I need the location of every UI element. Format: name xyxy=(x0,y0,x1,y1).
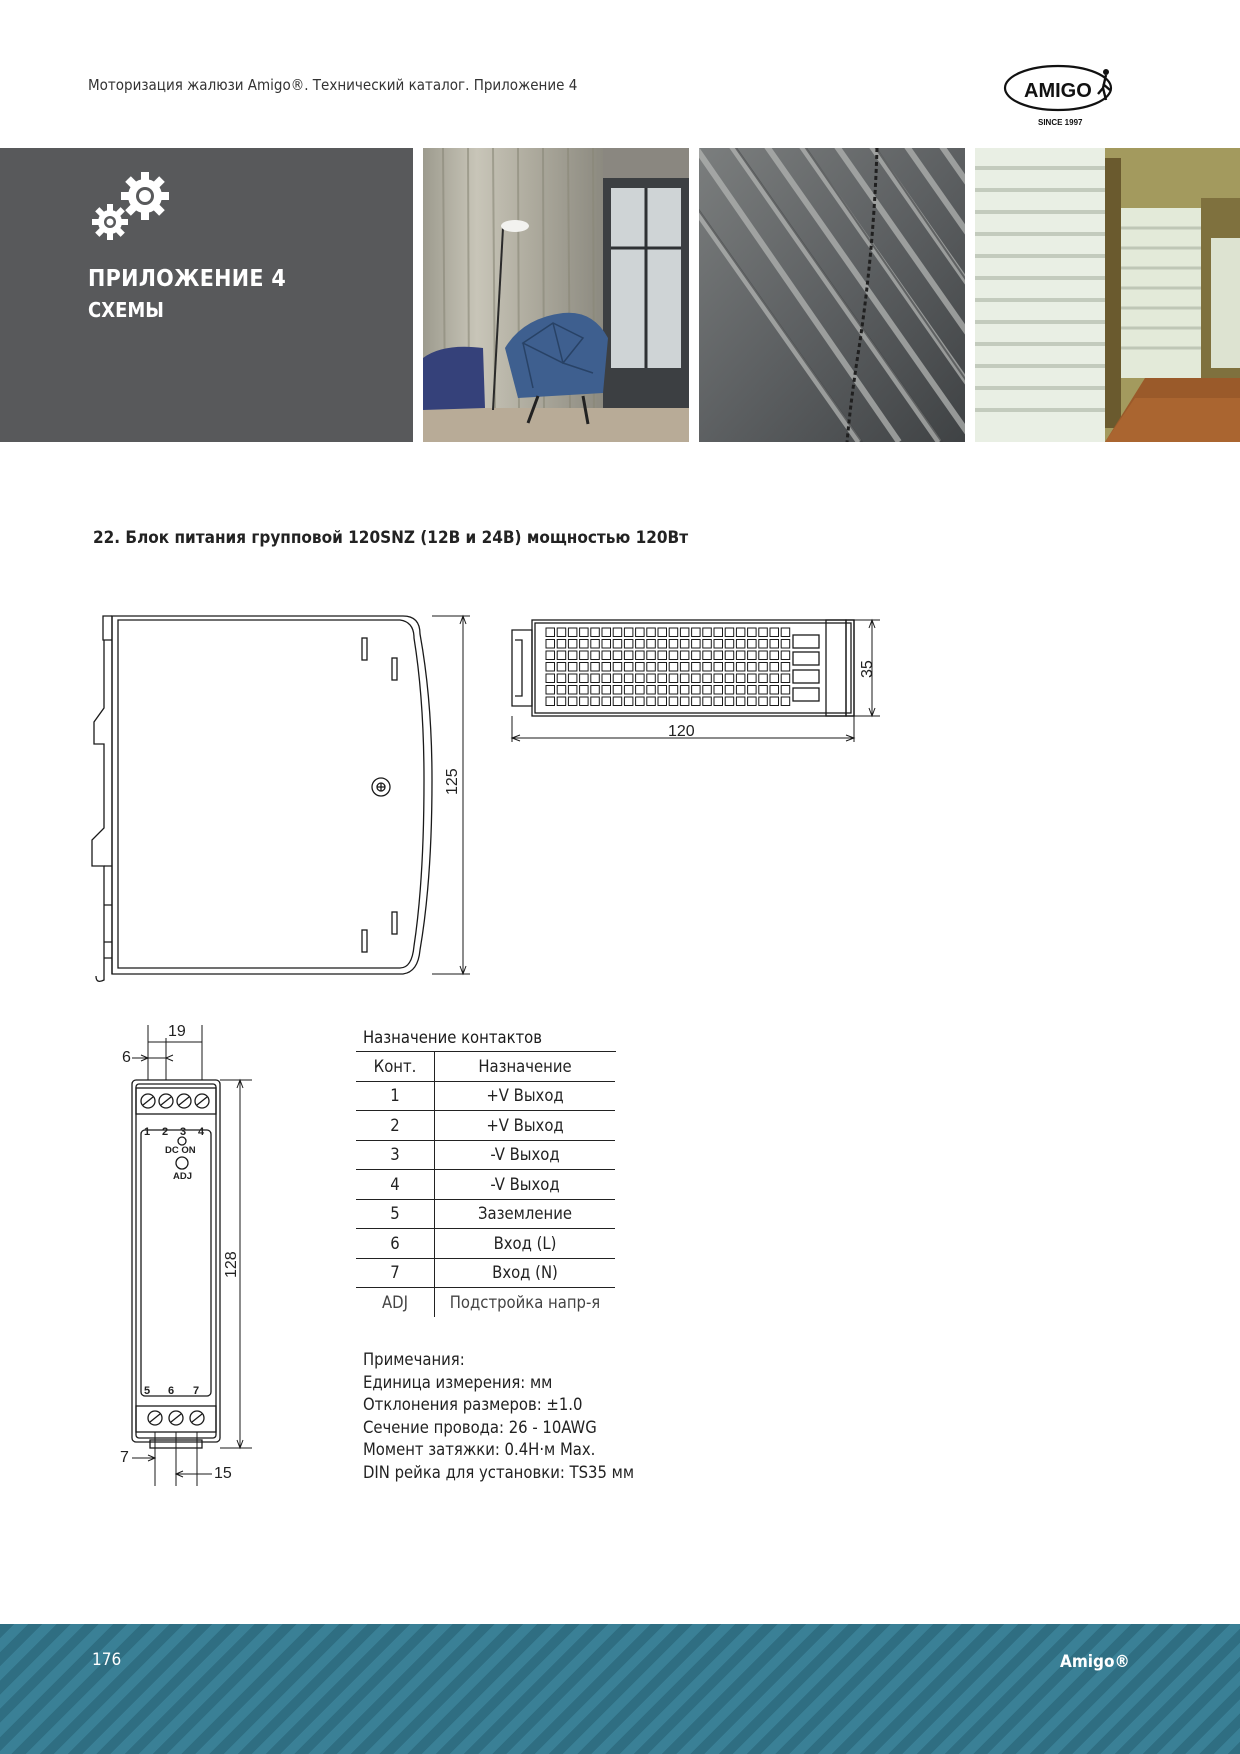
vent-slot xyxy=(680,674,689,683)
vent-slot xyxy=(736,686,745,695)
photo-curtains-armchair xyxy=(423,148,689,442)
header-function: Назначение xyxy=(435,1052,616,1081)
function-cell: +V Выход xyxy=(435,1081,616,1111)
catalog-header-title: Моторизация жалюзи Amigo®. Технический каталог. Приложение 4 xyxy=(88,76,578,94)
vent-slot xyxy=(602,686,611,695)
vent-slot xyxy=(669,674,678,683)
vent-slot xyxy=(591,640,600,649)
function-cell: -V Выход xyxy=(435,1170,616,1200)
pin-cell: 4 xyxy=(356,1170,435,1200)
vent-slot xyxy=(557,674,566,683)
vent-slot xyxy=(770,651,779,660)
pin-cell: 2 xyxy=(356,1111,435,1141)
vent-slot xyxy=(725,651,734,660)
function-cell: Вход (N) xyxy=(435,1258,616,1288)
vent-slot xyxy=(624,686,633,695)
vent-slot xyxy=(703,697,712,706)
vent-slot xyxy=(770,697,779,706)
vent-slot xyxy=(636,663,645,672)
table-row xyxy=(356,1288,615,1317)
vent-slot xyxy=(725,697,734,706)
notes-title: Примечания: xyxy=(363,1350,465,1369)
vent-slot xyxy=(546,640,555,649)
vent-slot xyxy=(759,697,768,706)
vent-slot xyxy=(703,651,712,660)
vent-slot xyxy=(781,697,790,706)
note-line: Единица измерения: мм xyxy=(363,1372,553,1392)
vent-slot xyxy=(703,674,712,683)
table-row xyxy=(356,1111,615,1141)
vent-slot xyxy=(613,686,622,695)
vent-slot xyxy=(546,674,555,683)
vent-slot xyxy=(680,628,689,637)
function-cell: Вход (L) xyxy=(435,1229,616,1259)
vent-slot xyxy=(725,640,734,649)
section-title: 22. Блок питания групповой 120SNZ (12В и 24В) мощностью 120Вт xyxy=(93,528,689,548)
dim-7: 7 xyxy=(120,1449,129,1466)
vent-slot xyxy=(568,674,577,683)
vent-slot xyxy=(725,628,734,637)
dim-width-120: 120 xyxy=(668,723,695,740)
vent-slot xyxy=(557,628,566,637)
vent-slot xyxy=(736,651,745,660)
footer-brand: Amigo® xyxy=(1060,1652,1130,1672)
vent-slot xyxy=(602,674,611,683)
vent-slot xyxy=(591,697,600,706)
vent-slot xyxy=(546,686,555,695)
vent-slot xyxy=(692,674,701,683)
vent-slot xyxy=(580,663,589,672)
vent-slot xyxy=(692,651,701,660)
pin-table-caption: Назначение контактов xyxy=(363,1028,543,1047)
vent-slot xyxy=(669,697,678,706)
vent-slot xyxy=(703,640,712,649)
vent-slot xyxy=(680,640,689,649)
logo-text: AMIGO xyxy=(1024,80,1092,102)
vent-slot xyxy=(692,628,701,637)
vent-slot xyxy=(680,651,689,660)
vent-slot xyxy=(613,674,622,683)
vent-slot xyxy=(714,674,723,683)
vent-slot xyxy=(602,628,611,637)
vent-slot xyxy=(725,674,734,683)
vent-slot xyxy=(669,640,678,649)
vent-slot xyxy=(692,686,701,695)
vent-slot xyxy=(781,663,790,672)
vent-slot xyxy=(658,651,667,660)
vent-slot xyxy=(647,651,656,660)
vent-slot xyxy=(602,697,611,706)
table-row xyxy=(356,1229,615,1259)
vent-slot xyxy=(602,651,611,660)
vent-slot xyxy=(546,651,555,660)
vent-slot xyxy=(591,686,600,695)
dim-128: 128 xyxy=(223,1251,240,1278)
vent-slot xyxy=(759,640,768,649)
appendix-title: ПРИЛОЖЕНИЕ 4 xyxy=(88,266,287,292)
vent-slot xyxy=(748,628,757,637)
vent-slot xyxy=(703,686,712,695)
notes-block xyxy=(363,1349,634,1484)
vent-slot xyxy=(568,697,577,706)
terminal-label-1: 1 xyxy=(144,1126,151,1138)
gears-icon xyxy=(90,168,180,248)
vent-slot xyxy=(759,674,768,683)
vent-slot xyxy=(647,686,656,695)
vent-slot xyxy=(714,686,723,695)
vent-slot xyxy=(636,686,645,695)
vent-slot xyxy=(703,663,712,672)
vent-slot xyxy=(568,651,577,660)
vent-slot xyxy=(602,640,611,649)
note-line: Момент затяжки: 0.4Н·м Max. xyxy=(363,1440,596,1459)
vent-slot xyxy=(546,663,555,672)
vent-slot xyxy=(770,628,779,637)
vent-slot xyxy=(781,628,790,637)
dim-depth-35: 35 xyxy=(859,660,876,678)
vent-slot xyxy=(759,651,768,660)
header-pin: Конт. xyxy=(356,1052,435,1081)
vent-slot xyxy=(636,674,645,683)
dim-19: 19 xyxy=(168,1023,186,1040)
vent-slot xyxy=(591,628,600,637)
vent-slot xyxy=(692,663,701,672)
table-header-row xyxy=(356,1052,615,1081)
vent-slot xyxy=(680,663,689,672)
vent-slot xyxy=(613,628,622,637)
vent-slot xyxy=(591,674,600,683)
vent-slot xyxy=(658,686,667,695)
pin-cell: ADJ xyxy=(356,1288,435,1317)
vent-slot xyxy=(748,651,757,660)
function-cell: Заземление xyxy=(435,1199,616,1229)
appendix-subtitle: СХЕМЫ xyxy=(88,298,164,322)
vent-slot xyxy=(714,697,723,706)
logo-since: SINCE 1997 xyxy=(1038,118,1083,127)
table-row xyxy=(356,1140,615,1170)
terminal-label-2: 2 xyxy=(162,1126,169,1138)
vent-slot xyxy=(714,663,723,672)
vent-slot xyxy=(557,640,566,649)
terminal-label-4: 4 xyxy=(198,1126,205,1138)
vent-slot xyxy=(647,663,656,672)
vent-slot xyxy=(658,674,667,683)
vent-slot xyxy=(624,640,633,649)
table-row xyxy=(356,1170,615,1200)
banner xyxy=(0,148,1240,442)
vent-slot xyxy=(546,697,555,706)
vent-slot xyxy=(613,640,622,649)
pin-cell: 1 xyxy=(356,1081,435,1111)
table-row xyxy=(356,1199,615,1229)
vent-slot xyxy=(568,663,577,672)
vent-slot xyxy=(613,663,622,672)
vent-slot xyxy=(736,697,745,706)
vent-slot xyxy=(636,640,645,649)
vent-slot xyxy=(692,697,701,706)
vent-slot xyxy=(725,663,734,672)
terminal-label-3: 3 xyxy=(180,1126,187,1138)
function-cell: -V Выход xyxy=(435,1140,616,1170)
vent-slot xyxy=(580,686,589,695)
vent-slot xyxy=(580,651,589,660)
terminal-label-6: 6 xyxy=(168,1385,175,1397)
banner-title-panel xyxy=(0,148,413,442)
pin-assignment-table xyxy=(356,1052,615,1317)
vent-slot xyxy=(748,686,757,695)
vent-slot xyxy=(669,686,678,695)
vent-slot xyxy=(781,640,790,649)
vent-slot xyxy=(613,697,622,706)
vent-slot xyxy=(624,651,633,660)
vent-slot xyxy=(568,640,577,649)
vent-slot xyxy=(636,628,645,637)
note-line: Сечение провода: 26 - 10AWG xyxy=(363,1417,597,1437)
vent-slot xyxy=(669,663,678,672)
table-row xyxy=(356,1258,615,1288)
vent-slot xyxy=(748,697,757,706)
vent-slot xyxy=(591,651,600,660)
pin-cell: 5 xyxy=(356,1199,435,1229)
vent-slot xyxy=(647,628,656,637)
table-row xyxy=(356,1081,615,1111)
vent-slot xyxy=(580,697,589,706)
terminal-label-7: 7 xyxy=(193,1385,200,1397)
vent-slot xyxy=(636,697,645,706)
vent-slot xyxy=(781,686,790,695)
vent-slot xyxy=(636,651,645,660)
dim-height-125: 125 xyxy=(444,768,461,795)
vent-slot xyxy=(557,663,566,672)
function-cell: +V Выход xyxy=(435,1111,616,1141)
vent-slot xyxy=(568,628,577,637)
vent-slot xyxy=(658,640,667,649)
vent-slot xyxy=(647,674,656,683)
vent-slot xyxy=(669,651,678,660)
pin-cell: 6 xyxy=(356,1229,435,1259)
vent-slot xyxy=(736,628,745,637)
vent-slot xyxy=(624,674,633,683)
vent-slot xyxy=(714,651,723,660)
amigo-logo xyxy=(1002,60,1124,130)
vent-slot xyxy=(557,686,566,695)
vent-slot xyxy=(781,674,790,683)
vent-slot xyxy=(658,697,667,706)
dim-6: 6 xyxy=(122,1049,131,1066)
vent-slot xyxy=(736,640,745,649)
vent-slot xyxy=(748,674,757,683)
vent-slot xyxy=(624,697,633,706)
vent-slot xyxy=(759,628,768,637)
vent-slot xyxy=(736,663,745,672)
vent-slot xyxy=(680,686,689,695)
vent-slot xyxy=(669,628,678,637)
vent-slot xyxy=(624,628,633,637)
vent-slot xyxy=(770,663,779,672)
page-number: 176 xyxy=(92,1650,122,1670)
vent-slot xyxy=(725,686,734,695)
vent-slot xyxy=(714,640,723,649)
footer-band xyxy=(0,1624,1240,1754)
vent-slot xyxy=(680,697,689,706)
vent-slot xyxy=(624,663,633,672)
vent-slot xyxy=(770,674,779,683)
photo-blinds-closeup xyxy=(699,148,965,442)
pin-cell: 3 xyxy=(356,1140,435,1170)
note-line: DIN рейка для установки: TS35 мм xyxy=(363,1462,635,1482)
vent-slot xyxy=(580,628,589,637)
vent-slot xyxy=(557,651,566,660)
vent-slot xyxy=(580,640,589,649)
vent-slot xyxy=(591,663,600,672)
pin-cell: 7 xyxy=(356,1258,435,1288)
vent-slot xyxy=(546,628,555,637)
vent-slot xyxy=(647,640,656,649)
terminal-label-5: 5 xyxy=(144,1385,151,1397)
vent-slot xyxy=(748,640,757,649)
adj-label: ADJ xyxy=(173,1171,193,1182)
photo-room-blinds xyxy=(975,148,1240,442)
vent-slot xyxy=(602,663,611,672)
vent-slot xyxy=(647,697,656,706)
dim-15: 15 xyxy=(214,1465,232,1482)
vent-slot xyxy=(759,663,768,672)
vent-slot xyxy=(759,686,768,695)
vent-slot xyxy=(770,640,779,649)
vent-slot xyxy=(568,686,577,695)
function-cell: Подстройка напр-я xyxy=(449,1292,601,1312)
vent-slot xyxy=(557,697,566,706)
vent-slot xyxy=(748,663,757,672)
vent-slot xyxy=(692,640,701,649)
vent-slot xyxy=(770,686,779,695)
vent-slot xyxy=(580,674,589,683)
vent-slot xyxy=(613,651,622,660)
vent-slot xyxy=(736,674,745,683)
vent-slot xyxy=(658,663,667,672)
vent-slot xyxy=(658,628,667,637)
vent-slot xyxy=(781,651,790,660)
vent-slot xyxy=(703,628,712,637)
note-line: Отклонения размеров: ±1.0 xyxy=(363,1395,583,1414)
dcon-label: DC ON xyxy=(165,1145,196,1156)
vent-slot xyxy=(714,628,723,637)
